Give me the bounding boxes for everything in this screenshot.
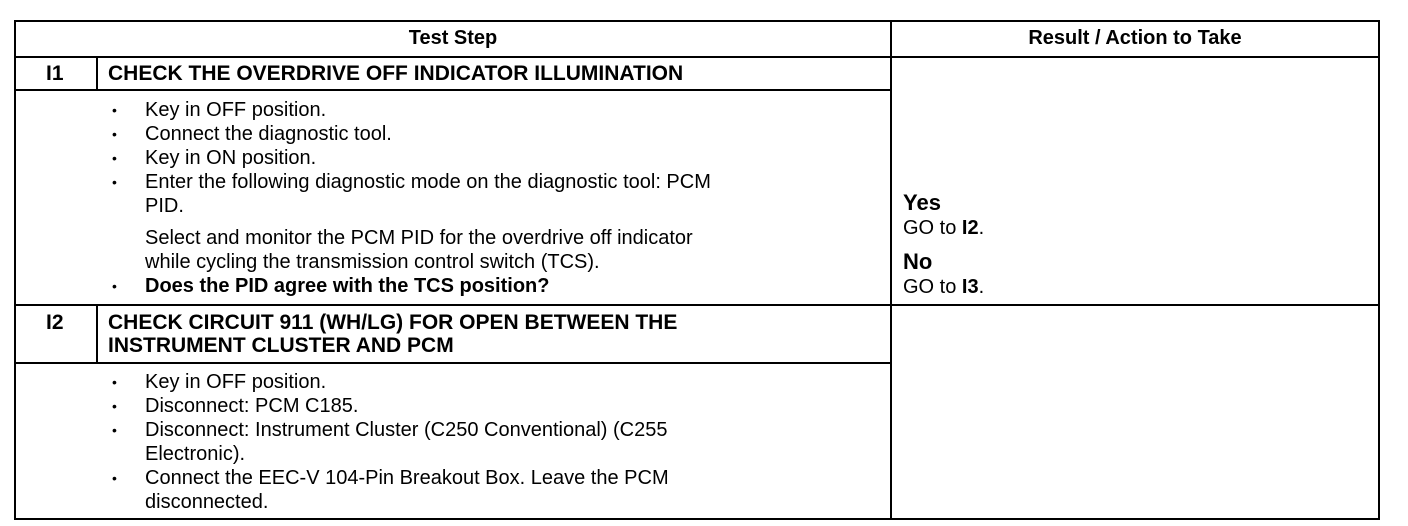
table-border-bottom — [14, 518, 1380, 520]
result-yes-action: GO to I2. — [903, 217, 985, 239]
step-title-i2-line1: CHECK CIRCUIT 911 (WH/LG) FOR OPEN BETWEEN THE — [108, 311, 678, 334]
list-item: Connect the diagnostic tool. — [145, 123, 392, 145]
bullet-icon: • — [112, 422, 117, 438]
list-item: Disconnect: Instrument Cluster (C250 Conventional) (C255 — [145, 419, 668, 441]
section-divider-i2 — [14, 304, 1380, 306]
bullet-icon: • — [112, 126, 117, 142]
step-id-divider-i1 — [96, 56, 98, 90]
result-yes-label: Yes — [903, 190, 941, 215]
table-border-right — [1378, 20, 1380, 520]
bullet-icon: • — [112, 278, 117, 294]
table-border-top — [14, 20, 1380, 22]
list-item: Enter the following diagnostic mode on the diagnostic tool: PCM — [145, 171, 711, 193]
list-item: Connect the EEC-V 104-Pin Breakout Box. Leave the PCM — [145, 467, 669, 489]
step-title-divider-i2 — [14, 362, 892, 364]
header-result-action: Result / Action to Take — [1028, 27, 1242, 49]
step-title-i2-line2: INSTRUMENT CLUSTER AND PCM — [108, 334, 454, 357]
result-no-label: No — [903, 249, 933, 274]
step-id-i1: I1 — [46, 62, 64, 85]
result-no-action: GO to I3. — [903, 276, 985, 298]
result-no-target[interactable]: I3 — [961, 276, 979, 298]
list-item: Key in OFF position. — [145, 99, 327, 121]
bullet-icon: • — [112, 102, 117, 118]
step-question: Does the PID agree with the TCS position? — [145, 275, 550, 297]
list-item-continuation: Electronic). — [145, 443, 246, 465]
result-yes-target[interactable]: I2 — [961, 217, 979, 239]
list-item-continuation: disconnected. — [145, 491, 269, 513]
list-item: Disconnect: PCM C185. — [145, 395, 359, 417]
step-title-divider-i1 — [14, 89, 892, 91]
bullet-icon: • — [112, 374, 117, 390]
diagnostic-table — [14, 20, 1380, 520]
instruction-note: Select and monitor the PCM PID for the overdrive off indicator — [145, 227, 693, 249]
list-item: Key in OFF position. — [145, 371, 327, 393]
table-border-left — [14, 20, 16, 520]
list-item: Key in ON position. — [145, 147, 317, 169]
bullet-icon: • — [112, 398, 117, 414]
bullet-icon: • — [112, 150, 117, 166]
step-id-divider-i2 — [96, 304, 98, 364]
bullet-icon: • — [112, 470, 117, 486]
instruction-note-continuation: while cycling the transmission control switch (TCS). — [145, 251, 600, 273]
header-divider — [14, 56, 1380, 58]
step-id-i2: I2 — [46, 311, 64, 334]
column-divider — [890, 20, 892, 520]
list-item-continuation: PID. — [145, 195, 184, 217]
bullet-icon: • — [112, 174, 117, 190]
step-title-i1: CHECK THE OVERDRIVE OFF INDICATOR ILLUMINATION — [108, 62, 684, 85]
header-test-step: Test Step — [408, 27, 498, 49]
